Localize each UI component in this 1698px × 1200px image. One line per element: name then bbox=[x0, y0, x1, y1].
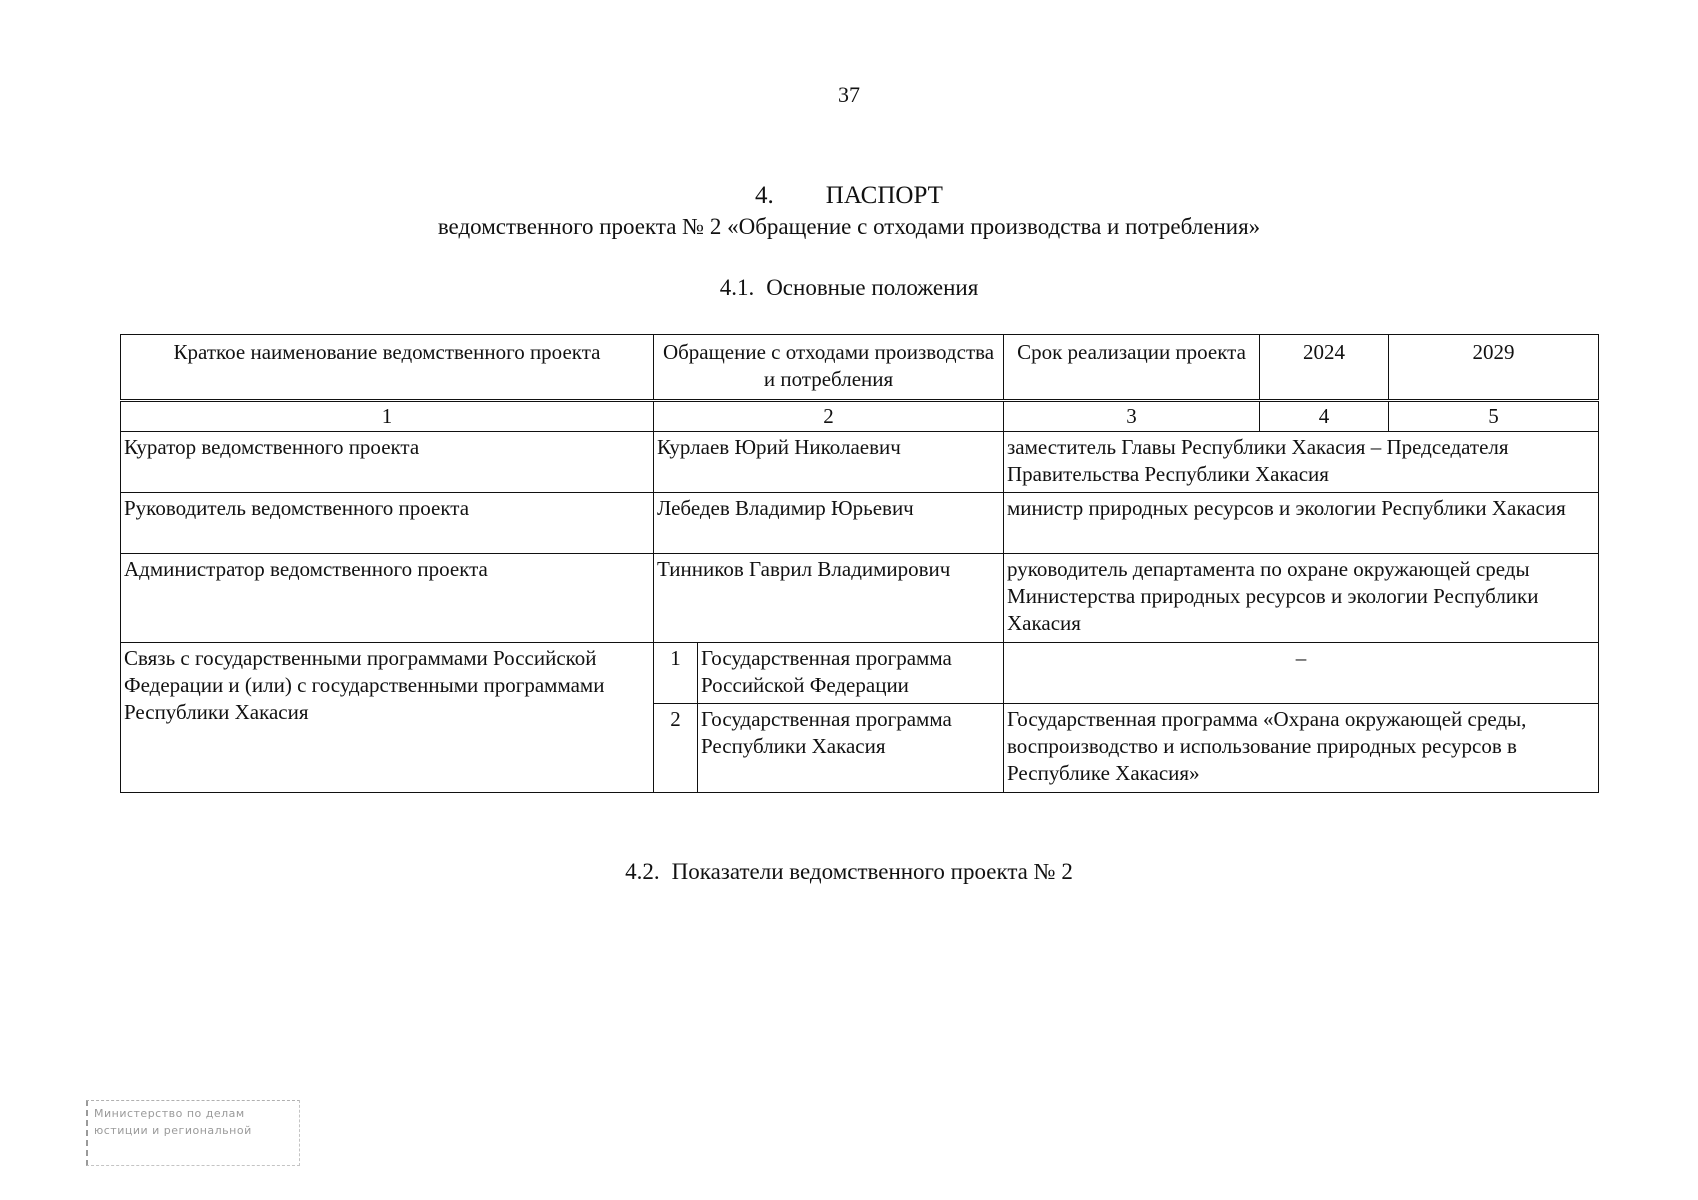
stamp-line: юстиции и региональной bbox=[94, 1124, 252, 1137]
table-row-head bbox=[121, 493, 1599, 554]
page-number: 37 bbox=[838, 82, 860, 107]
subsection-heading-indicators bbox=[0, 859, 1698, 885]
subsection-number: 4.2. bbox=[625, 859, 660, 884]
link-index-cell: 2 bbox=[654, 704, 698, 793]
table-row-link-federal bbox=[121, 643, 1599, 704]
section-heading bbox=[0, 182, 1698, 210]
column-number: 1 bbox=[121, 401, 654, 432]
person-cell: Тинников Гаврил Владимирович bbox=[654, 554, 1004, 643]
table-row-administrator bbox=[121, 554, 1599, 643]
registration-stamp bbox=[86, 1100, 300, 1166]
link-type-cell: Государственная программа Российской Федерации bbox=[698, 643, 1004, 704]
subsection-heading-main-provisions bbox=[0, 275, 1698, 301]
subsection-number: 4.1. bbox=[719, 275, 755, 300]
link-value-cell: – bbox=[1004, 643, 1599, 704]
link-value-cell: Государственная программа «Охрана окружающей среды, воспроизводство и использование природных ресурсов в Республике Хакасия» bbox=[1004, 704, 1599, 793]
position-cell: министр природных ресурсов и экологии Республики Хакасия bbox=[1004, 493, 1599, 554]
links-label-cell: Связь с государственными программами Российской Федерации и (или) с государственными программами Республики Хакасия bbox=[121, 643, 654, 793]
table-row-curator bbox=[121, 432, 1599, 493]
header-short-name-value: Обращение с отходами производства и потребления bbox=[654, 335, 1004, 401]
column-number: 4 bbox=[1260, 401, 1389, 432]
header-start-year: 2024 bbox=[1260, 335, 1389, 401]
role-cell: Администратор ведомственного проекта bbox=[121, 554, 654, 643]
table-header-row bbox=[121, 335, 1599, 401]
person-cell: Лебедев Владимир Юрьевич bbox=[654, 493, 1004, 554]
subsection-title: Основные положения bbox=[766, 275, 979, 300]
link-type-cell: Государственная программа Республики Хакасия bbox=[698, 704, 1004, 793]
link-index-cell: 1 bbox=[654, 643, 698, 704]
column-number: 2 bbox=[654, 401, 1004, 432]
person-cell: Курлаев Юрий Николаевич bbox=[654, 432, 1004, 493]
role-cell: Руководитель ведомственного проекта bbox=[121, 493, 654, 554]
role-cell: Куратор ведомственного проекта bbox=[121, 432, 654, 493]
header-term-label: Срок реализации проекта bbox=[1004, 335, 1260, 401]
position-cell: руководитель департамента по охране окружающей среды Министерства природных ресурсов и экологии Республики Хакасия bbox=[1004, 554, 1599, 643]
column-number: 5 bbox=[1389, 401, 1599, 432]
section-title: ПАСПОРТ bbox=[825, 182, 943, 209]
header-short-name-label: Краткое наименование ведомственного проекта bbox=[121, 335, 654, 401]
subsection-title: Показатели ведомственного проекта № 2 bbox=[671, 859, 1073, 884]
column-number: 3 bbox=[1004, 401, 1260, 432]
section-number: 4. bbox=[755, 182, 774, 209]
position-cell: заместитель Главы Республики Хакасия – Председателя Правительства Республики Хакасия bbox=[1004, 432, 1599, 493]
passport-table bbox=[120, 334, 1599, 793]
stamp-line: Министерство по делам bbox=[94, 1107, 245, 1120]
header-end-year: 2029 bbox=[1389, 335, 1599, 401]
section-subtitle: ведомственного проекта № 2 «Обращение с отходами производства и потребления» bbox=[437, 214, 1261, 239]
column-numbers-row bbox=[121, 401, 1599, 432]
